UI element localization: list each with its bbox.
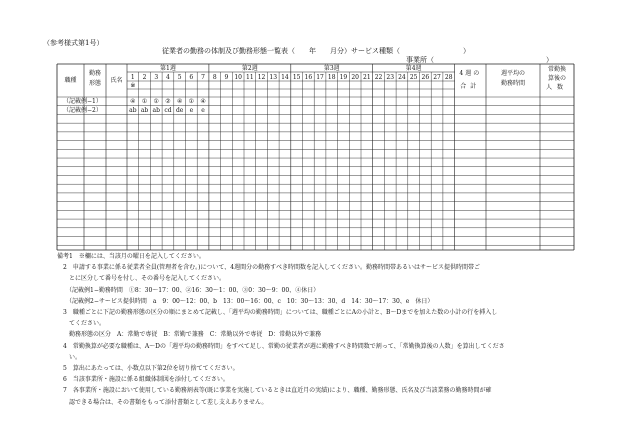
header-day-24: 24 — [398, 73, 406, 81]
header-day-3: 3 — [154, 73, 159, 81]
header-4week-total-line1: 4週の — [459, 70, 482, 77]
header-day-11: 11 — [246, 73, 254, 81]
note-line: 2 申請する事業に係る従業者全員(管理者を含む。)について、4週間分の勤務すべき時間数を記入してください。勤務時間帯あるいはサービス提供時間帯ご — [57, 264, 480, 272]
header-day-6: 6 — [189, 73, 194, 81]
header-weekly-avg-line1: 週平均の — [500, 70, 525, 77]
note-line: てください。 — [57, 320, 106, 328]
header-fte-line2: 算後の — [547, 75, 566, 82]
header-day-20: 20 — [351, 73, 359, 81]
note-line: （記載例1−勤務時間 ①8：30〜17：00、②16：30〜1：00、③0：30〜9：00、④休日） — [57, 286, 320, 294]
header-work-form-line2: 形態 — [88, 80, 101, 87]
header-week-1: 第1週 — [160, 64, 176, 72]
header-work-form-line1: 勤務 — [88, 70, 101, 77]
header-day-25: 25 — [409, 73, 418, 81]
document-title: 従業者の勤務の体制及び勤務形態一覧表（ 年 月分）サービス種類（ ） — [162, 47, 470, 55]
header-job: 職種 — [64, 77, 77, 84]
example-cell: ④ — [176, 97, 183, 105]
example-cell: de — [175, 106, 184, 114]
header-day-10: 10 — [234, 73, 242, 81]
note-line: 5 算出にあたっては、小数点以下第2位を切り捨ててください。 — [57, 365, 239, 372]
header-name: 氏名 — [110, 77, 123, 84]
header-day-28: 28 — [444, 73, 453, 81]
example-cell: ab — [140, 106, 149, 114]
header-day-23: 23 — [386, 73, 395, 81]
example-cell: ④ — [130, 97, 136, 105]
header-day-18: 18 — [327, 73, 336, 81]
office-label: 事業所（ ） — [406, 56, 553, 64]
header-week-3: 第3週 — [323, 64, 340, 72]
example-cell: ① — [153, 97, 159, 105]
example-cell: ab — [129, 106, 137, 114]
header-fte-line1: 常勤換 — [547, 66, 566, 73]
example-row-label: （記載例−1） — [63, 97, 102, 105]
header-day-1: 1 — [130, 73, 135, 81]
header-day-16: 16 — [304, 73, 313, 81]
header-day-5: 5 — [177, 73, 182, 81]
header-4week-total-line2: 合計 — [460, 83, 481, 90]
reference-form-label: （参考様式第1号） — [43, 39, 104, 47]
note-line: 3 職種ごとに下記の勤務形態の区分の順にまとめて記載し、「週平均の勤務時間」については、職種ごとにAの小計と、B〜Dまでを加えた数の小計の行を挿入し — [57, 309, 498, 316]
header-day-27: 27 — [433, 73, 441, 81]
header-day-13: 13 — [269, 73, 278, 81]
header-fte-line3: 人数 — [545, 84, 568, 91]
header-day-22: 22 — [374, 73, 383, 81]
header-day-7: 7 — [201, 73, 205, 81]
header-weekly-avg-line2: 勤務時間 — [500, 80, 525, 87]
header-day-26: 26 — [421, 73, 430, 81]
example-cell: ② — [165, 97, 171, 105]
header-day-8: 8 — [212, 73, 217, 81]
example-cell: ab — [152, 106, 160, 114]
note-line: （記載例2−サービス提供時間 a 9：00〜12：00、b 13：00〜16：00、c 10：30〜13：30、d 14：30〜17：30、e 休日） — [57, 297, 434, 305]
note-line: 4 常勤換算が必要な職種は、A〜Dの「週平均の勤務時間」をすべて足し、常勤の従業者が週に勤務すべき時間数で割って、「常勤換算後の人数」を算出してくださ — [57, 342, 505, 350]
note-line: い。 — [57, 353, 82, 361]
header-day-14: 14 — [281, 73, 289, 81]
header-day-17: 17 — [316, 73, 324, 81]
header-week-4: 第4週 — [405, 64, 422, 72]
note-line: 7 各事業所・施設において使用している勤務割表等(既に事業を実施しているときは直近月の実績)により、職種、勤務形態、氏名及び当該業務の勤務時間が確 — [57, 387, 492, 395]
header-day-2: 2 — [142, 73, 147, 81]
header-day-15: 15 — [292, 73, 301, 81]
header-day-4: 4 — [166, 73, 170, 81]
header-weekday-marker: ※ — [130, 82, 136, 89]
header-day-9: 9 — [224, 73, 229, 81]
note-line: 勤務形態の区分 A：常勤で専従 B：常勤で兼務 C：常勤以外で専従 D：常勤以外で兼務 — [57, 331, 322, 339]
header-day-21: 21 — [363, 73, 371, 81]
note-line: 6 当該事業所・施設に係る組織体制図を添付してください。 — [57, 376, 229, 384]
note-line: とに区分して番号を付し、その番号を記入してください。 — [57, 275, 226, 283]
example-cell: cd — [164, 106, 172, 114]
header-day-12: 12 — [257, 73, 266, 81]
example-cell: e — [201, 106, 205, 114]
note-line: 備考1 ※欄には、当該月の曜日を記入してください。 — [57, 253, 205, 260]
header-week-2: 第2週 — [241, 64, 258, 72]
example-cell: ④ — [200, 97, 206, 105]
example-cell: ① — [141, 97, 148, 105]
header-day-19: 19 — [339, 73, 348, 81]
note-line: 認できる場合は、その書類をもって添付書類として差し支えありません。 — [57, 398, 268, 406]
example-cell: ① — [188, 97, 195, 105]
example-cell: e — [189, 106, 194, 114]
example-row-label: （記載例−2） — [63, 106, 102, 114]
